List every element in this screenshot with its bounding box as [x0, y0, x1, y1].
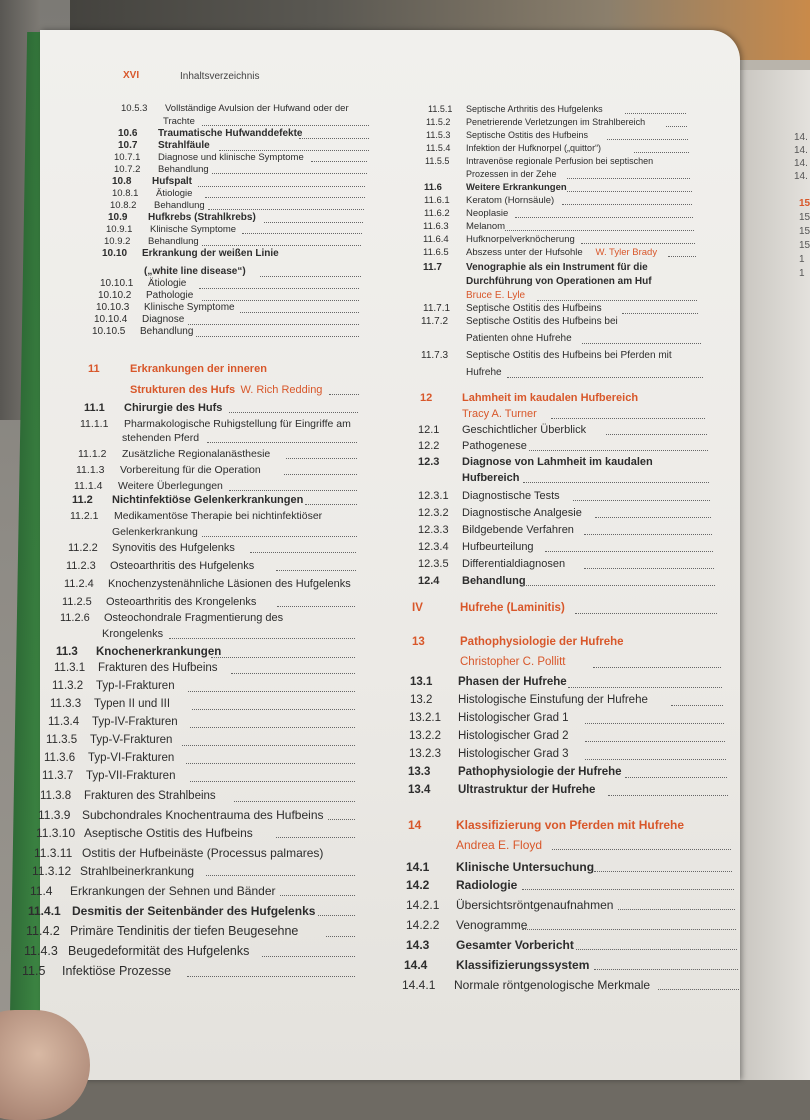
toc-entry-title: Weitere Überlegungen: [118, 480, 223, 492]
toc-entry-title: Erkrankungen der inneren: [130, 363, 267, 375]
toc-entry-number: 10.5.3: [121, 103, 148, 114]
leader-dots: [212, 173, 368, 174]
toc-entry-title: Ätiologie: [156, 188, 193, 199]
adjacent-page-text: 14.: [794, 132, 808, 143]
toc-entry-number: 11.2.5: [62, 596, 92, 608]
toc-entry-title: Klinische Symptome: [150, 224, 237, 235]
toc-entry-number: 14.2.1: [406, 898, 440, 912]
toc-entry-number: 12.3.4: [418, 541, 449, 553]
toc-entry-number: 11.4: [30, 884, 53, 898]
toc-entry-title: Infektion der Hufknorpel („quittor“): [466, 143, 602, 153]
toc-entry-title: Prozessen in der Zehe: [466, 169, 557, 179]
leader-dots: [276, 837, 355, 838]
toc-entry-title: Hufbeurteilung: [462, 541, 534, 553]
leader-dots: [575, 613, 717, 614]
leader-dots: [188, 691, 355, 692]
leader-dots: [190, 727, 355, 728]
toc-entry-number: 11.1.3: [76, 464, 105, 476]
toc-entry-number: 11.1: [84, 402, 105, 414]
leader-dots: [187, 976, 355, 977]
leader-dots: [666, 126, 688, 127]
leader-dots: [567, 178, 691, 179]
toc-entry-number: 11.7: [423, 262, 442, 273]
toc-entry-number: 11.5.2: [426, 117, 451, 127]
toc-entry-title: Subchondrales Knochentrauma des Hufbeins: [82, 808, 324, 822]
leader-dots: [562, 204, 692, 205]
adjacent-page-text: 15: [799, 240, 810, 251]
leader-dots: [311, 161, 367, 162]
leader-dots: [529, 450, 709, 451]
toc-entry-author: Andrea E. Floyd: [456, 838, 543, 852]
leader-dots: [507, 377, 703, 378]
toc-entry-number: 11.3.7: [42, 770, 74, 782]
leader-dots: [169, 638, 356, 639]
toc-entry-title: Beugedeformität des Hufgelenks: [68, 944, 250, 958]
toc-entry-title: Septische Ostitis des Hufbeins bei: [466, 316, 618, 327]
toc-entry-number: 11.6.1: [424, 195, 450, 206]
toc-entry-number: 10.10.5: [92, 326, 126, 337]
toc-entry-title: Pathologie: [146, 290, 194, 301]
toc-entry-number: 11.2.4: [64, 578, 94, 590]
toc-entry-number: 11.6.5: [423, 247, 449, 258]
leader-dots: [199, 288, 359, 289]
toc-entry-title: Knochenzystenähnliche Läsionen des Hufgelenks: [108, 578, 351, 590]
toc-entry-number: 13.2.3: [409, 748, 441, 760]
toc-entry-number: 10.10.4: [94, 314, 128, 325]
toc-entry-title: Krongelenks: [102, 628, 164, 640]
adjacent-page-text: 15: [799, 212, 810, 223]
toc-entry-number: 11.2: [72, 494, 93, 506]
toc-entry-number: 13.3: [408, 766, 431, 778]
toc-entry-number: 11.1.4: [74, 480, 103, 492]
toc-entry-number: 11.3.9: [38, 808, 71, 822]
toc-entry-author: W. Tyler Brady: [595, 247, 658, 258]
toc-entry-title: Typ-IV-Frakturen: [92, 716, 178, 728]
leader-dots: [595, 517, 712, 518]
leader-dots: [594, 969, 738, 970]
leader-dots: [190, 781, 355, 782]
leader-dots: [593, 667, 722, 668]
leader-dots: [625, 777, 727, 778]
toc-entry-author: W. Rich Redding: [240, 384, 323, 396]
toc-entry-number: 11.4.3: [24, 944, 58, 958]
toc-entry-title: Pharmakologische Ruhigstellung für Eingriffe am: [124, 418, 351, 430]
toc-entry-number: 11.4.2: [26, 924, 60, 938]
leader-dots: [234, 801, 355, 802]
leader-dots: [567, 191, 692, 192]
toc-entry-title: Diagnostische Analgesie: [462, 507, 582, 519]
toc-entry-number: 11.5.1: [428, 104, 453, 114]
toc-entry-number: 12.4: [418, 575, 440, 587]
toc-entry-title: Gesamter Vorbericht: [456, 938, 574, 952]
leader-dots: [581, 243, 695, 244]
adjacent-page-text: 15: [799, 226, 810, 237]
toc-entry-number: 13.2.2: [409, 730, 441, 742]
leader-dots: [286, 458, 358, 459]
toc-entry-title: Desmitis der Seitenbänder des Hufgelenks: [72, 904, 316, 918]
toc-entry-title: Hufknorpelverknöcherung: [466, 234, 575, 245]
toc-entry-number: 11.2.2: [68, 542, 98, 554]
toc-entry-title: Intravenöse regionale Perfusion bei septischen: [466, 156, 654, 166]
leader-dots: [582, 343, 701, 344]
toc-entry-title: Pathophysiologie der Hufrehe: [460, 636, 624, 648]
toc-entry-title: Hufkrebs (Strahlkrebs): [148, 212, 256, 223]
toc-entry-number: 11.3.3: [50, 698, 82, 710]
adjacent-page-text: 15: [799, 198, 810, 209]
toc-entry-title: Typ-VI-Frakturen: [88, 752, 175, 764]
toc-entry-number: 12.3.1: [418, 490, 449, 502]
leader-dots: [196, 336, 359, 337]
toc-entry-number: 14.4: [404, 958, 428, 972]
toc-entry-number: 10.7: [118, 140, 138, 151]
leader-dots: [505, 230, 694, 231]
toc-entry-title: Trachte: [163, 116, 195, 127]
leader-dots: [568, 687, 723, 688]
leader-dots: [262, 956, 356, 957]
toc-entry-number: IV: [412, 602, 423, 614]
toc-entry-number: 14.3: [406, 938, 430, 952]
toc-entry-title: Vorbereitung für die Operation: [120, 464, 261, 476]
toc-entry-number: 11.6.2: [424, 208, 450, 219]
toc-entry-title: Übersichtsröntgenaufnahmen: [456, 898, 614, 912]
toc-entry-title: Differentialdiagnosen: [462, 558, 566, 570]
toc-entry-number: 11.5.5: [425, 156, 450, 166]
toc-entry-number: 13.2: [410, 694, 433, 706]
toc-entry-number: 11.5: [22, 964, 46, 978]
toc-entry-title: Venogramme: [456, 918, 528, 932]
toc-entry-title: Histologischer Grad 1: [458, 712, 569, 724]
leader-dots: [276, 570, 357, 571]
leader-dots: [299, 138, 369, 139]
toc-entry-number: 10.7.2: [114, 164, 141, 175]
leader-dots: [573, 500, 711, 501]
toc-entry-title: Diagnostische Tests: [462, 490, 560, 502]
toc-entry-title: Geschichtlicher Überblick: [462, 424, 587, 436]
toc-entry-title: Typ-V-Frakturen: [90, 734, 173, 746]
toc-entry-number: 13.1: [410, 676, 433, 688]
leader-dots: [522, 929, 736, 930]
toc-entry-number: 12.3: [418, 456, 440, 468]
toc-entry-number: 11.3.6: [44, 752, 76, 764]
toc-entry-title: Medikamentöse Therapie bei nichtinfektiöser: [114, 510, 323, 522]
adjacent-page-text: 1: [799, 268, 805, 279]
leader-dots: [242, 233, 363, 234]
toc-entry-title: Synovitis des Hufgelenks: [112, 542, 235, 554]
leader-dots: [668, 256, 696, 257]
leader-dots: [318, 915, 355, 916]
leader-dots: [202, 125, 369, 126]
toc-entry-number: 11.7.1: [423, 303, 451, 314]
toc-entry-number: 13.4: [408, 784, 431, 796]
toc-entry-number: 11.3.1: [54, 662, 86, 674]
toc-entry-title: Histologischer Grad 3: [458, 748, 569, 760]
leader-dots: [229, 490, 357, 491]
toc-entry-number: 11.2.6: [60, 612, 90, 624]
leader-dots: [202, 245, 362, 246]
toc-entry-number: 11.5.3: [426, 130, 451, 140]
leader-dots: [584, 568, 715, 569]
toc-entry-title: Hufbereich: [462, 472, 520, 484]
leader-dots: [229, 412, 358, 413]
page-number-roman: XVI: [123, 70, 140, 81]
leader-dots: [606, 434, 708, 435]
leader-dots: [585, 741, 725, 742]
leader-dots: [192, 709, 355, 710]
toc-entry-title: Osteoarthritis des Hufgelenks: [110, 560, 255, 572]
toc-entry-title: Melanom: [466, 221, 506, 232]
toc-entry-number: 11.2.3: [66, 560, 96, 572]
toc-entry-title: Patienten ohne Hufrehe: [466, 333, 572, 344]
toc-entry-author: Bruce E. Lyle: [466, 290, 526, 301]
toc-entry-title: Phasen der Hufrehe: [458, 676, 567, 688]
toc-entry-number: 11.3.2: [52, 680, 84, 692]
toc-entry-number: 14: [408, 818, 422, 832]
toc-entry-title: Keratom (Hornsäule): [466, 195, 555, 206]
toc-entry-title: Typ-VII-Frakturen: [86, 770, 176, 782]
leader-dots: [552, 849, 731, 850]
toc-entry-author: Tracy A. Turner: [462, 408, 537, 420]
toc-entry-number: 11.7.3: [421, 350, 449, 361]
leader-dots: [576, 949, 737, 950]
leader-dots: [205, 197, 365, 198]
toc-entry-number: 14.2.2: [406, 918, 440, 932]
toc-entry-number: 10.9: [108, 212, 128, 223]
toc-entry-title: Durchführung von Operationen am Huf: [466, 276, 652, 287]
toc-entry-title: Traumatische Hufwanddefekte: [158, 128, 303, 139]
toc-entry-title: Hufspalt: [152, 176, 192, 187]
toc-entry-title: Strahlfäule: [158, 140, 210, 151]
leader-dots: [219, 150, 369, 151]
toc-entry-title: Typen II und III: [94, 698, 171, 710]
leader-dots: [545, 551, 713, 552]
leader-dots: [211, 657, 355, 658]
toc-entry-title: Primäre Tendinitis der tiefen Beugesehne: [70, 924, 299, 938]
leader-dots: [208, 209, 365, 210]
toc-entry-title: Bildgebende Verfahren: [462, 524, 574, 536]
toc-entry-number: 10.10.3: [96, 302, 130, 313]
leader-dots: [634, 152, 689, 153]
leader-dots: [594, 871, 732, 872]
toc-entry-title: Frakturen des Strahlbeins: [84, 790, 216, 802]
leader-dots: [523, 482, 709, 483]
toc-entry-title: Klassifizierung von Pferden mit Hufrehe: [456, 818, 685, 832]
leader-dots: [202, 536, 357, 537]
leader-dots: [250, 552, 356, 553]
toc-entry-number: 11.3.12: [32, 864, 72, 878]
toc-entry-number: 11.4.1: [28, 904, 61, 918]
toc-entry-number: 14.2: [406, 878, 430, 892]
leader-dots: [622, 313, 698, 314]
leader-dots: [284, 474, 358, 475]
toc-entry-number: 10.9.1: [106, 224, 133, 235]
toc-entry-number: 10.9.2: [104, 236, 131, 247]
leader-dots: [202, 300, 359, 301]
toc-entry-title: Venographie als ein Instrument für die: [466, 262, 648, 273]
toc-entry-title: Chirurgie des Hufs: [124, 402, 223, 414]
toc-entry-title: Pathogenese: [462, 440, 527, 452]
toc-entry-number: 11: [88, 363, 100, 375]
toc-entry-title: Osteoarthritis des Krongelenks: [106, 596, 257, 608]
leader-dots: [523, 585, 715, 586]
toc-entry-title: Hufrehe (Laminitis): [460, 602, 565, 614]
toc-entry-title: Pathophysiologie der Hufrehe: [458, 766, 622, 778]
leader-dots: [607, 139, 688, 140]
leader-dots: [198, 186, 365, 187]
toc-entry-title: Erkrankung der weißen Linie: [142, 248, 279, 259]
toc-entry-title: Klinische Untersuchung: [456, 860, 595, 874]
toc-entry-number: 10.6: [118, 128, 138, 139]
toc-entry-title: Radiologie: [456, 878, 518, 892]
toc-entry-title: Vollständige Avulsion der Hufwand oder der: [165, 103, 349, 114]
toc-entry-number: 10.10.2: [98, 290, 132, 301]
toc-entry-title: Aseptische Ostitis des Hufbeins: [84, 826, 253, 840]
leader-dots: [551, 418, 706, 419]
toc-entry-title: Behandlung: [140, 326, 194, 337]
toc-entry-number: 11.1.2: [78, 448, 107, 460]
toc-entry-title: Zusätzliche Regionalanästhesie: [122, 448, 271, 460]
toc-entry-number: 12.3.3: [418, 524, 449, 536]
toc-entry-number: 10.8.1: [112, 188, 139, 199]
toc-entry-title: Klinische Symptome: [144, 302, 235, 313]
toc-entry-number: 10.10: [102, 248, 128, 259]
toc-entry-title: Behandlung: [158, 164, 209, 175]
toc-entry-title: Typ-I-Frakturen: [96, 680, 175, 692]
leader-dots: [522, 889, 734, 890]
toc-entry-number: 11.3.4: [48, 716, 80, 728]
running-header: Inhaltsverzeichnis: [180, 71, 260, 82]
leader-dots: [326, 936, 355, 937]
toc-entry-title: Ostitis der Hufbeinäste (Processus palmares): [82, 846, 324, 860]
leader-dots: [264, 222, 363, 223]
toc-entry-title: Septische Ostitis des Hufbeins: [466, 130, 589, 140]
toc-entry-number: 10.8.2: [110, 200, 137, 211]
toc-entry-number: 14.1: [406, 860, 430, 874]
adjacent-page-text: 14.: [794, 171, 808, 182]
adjacent-page-text: 1: [799, 254, 805, 265]
toc-entry-title: Ätiologie: [148, 278, 187, 289]
leader-dots: [671, 705, 723, 706]
leader-dots: [328, 819, 355, 820]
toc-entry-number: 11.3: [56, 646, 78, 658]
toc-entry-number: 13.2.1: [409, 712, 441, 724]
toc-entry-title: Osteochondrale Fragmentierung des: [104, 612, 284, 624]
leader-dots: [260, 276, 361, 277]
toc-entry-title: Diagnose von Lahmheit im kaudalen: [462, 456, 653, 468]
leader-dots: [515, 217, 693, 218]
adjacent-page-text: 14.: [794, 158, 808, 169]
toc-entry-title: Infektiöse Prozesse: [62, 964, 172, 978]
toc-entry-number: 14.4.1: [402, 978, 436, 992]
leader-dots: [618, 909, 735, 910]
toc-entry-title: Diagnose: [142, 314, 185, 325]
toc-entry-title: Behandlung: [154, 200, 205, 211]
toc-entry-title: Septische Arthritis des Hufgelenks: [466, 104, 603, 114]
toc-entry-title: Penetrierende Verletzungen im Strahlbereich: [466, 117, 646, 127]
toc-entry-title: Histologische Einstufung der Hufrehe: [458, 694, 648, 706]
toc-entry-title: Erkrankungen der Sehnen und Bänder: [70, 884, 276, 898]
toc-entry-title: Histologischer Grad 2: [458, 730, 569, 742]
toc-entry-number: 11.6.4: [423, 234, 449, 245]
leader-dots: [537, 300, 697, 301]
toc-entry-title: stehenden Pferd: [122, 432, 200, 444]
toc-entry-title: Diagnose und klinische Symptome: [158, 152, 304, 163]
toc-entry-number: 12.1: [418, 424, 440, 436]
toc-entry-title: Abszess unter der Hufsohle: [466, 247, 583, 258]
toc-entry-number: 12.3.5: [418, 558, 449, 570]
leader-dots: [277, 606, 355, 607]
toc-entry-number: 10.10.1: [100, 278, 134, 289]
toc-entry-number: 10.7.1: [114, 152, 141, 163]
leader-dots: [584, 534, 713, 535]
leader-dots: [585, 723, 724, 724]
leader-dots: [585, 759, 726, 760]
toc-entry-number: 11.7.2: [421, 316, 449, 327]
leader-dots: [658, 989, 739, 990]
book-page: [40, 30, 740, 1080]
toc-entry-title: Septische Ostitis des Hufbeins: [466, 303, 602, 314]
toc-entry-number: 11.3.5: [46, 734, 78, 746]
leader-dots: [231, 673, 356, 674]
toc-entry-title: Knochenerkrankungen: [96, 646, 222, 658]
toc-entry-number: 10.8: [112, 176, 132, 187]
leader-dots: [305, 504, 357, 505]
adjacent-page-text: 14.: [794, 145, 808, 156]
leader-dots: [625, 113, 686, 114]
toc-entry-number: 13: [412, 636, 425, 648]
leader-dots: [240, 312, 359, 313]
leader-dots: [188, 324, 359, 325]
toc-entry-number: 11.3.8: [40, 790, 72, 802]
toc-entry-number: 11.6.3: [423, 221, 449, 232]
toc-entry-number: 11.1.1: [80, 418, 109, 430]
leader-dots: [186, 763, 355, 764]
toc-entry-title: Normale röntgenologische Merkmale: [454, 978, 651, 992]
toc-entry-title: („white line disease“): [144, 266, 246, 277]
toc-entry-number: 11.6: [424, 182, 442, 193]
toc-entry-title: Nichtinfektiöse Gelenkerkrankungen: [112, 494, 304, 506]
toc-entry-number: 12.2: [418, 440, 440, 452]
toc-entry-title: Neoplasie: [466, 208, 509, 219]
leader-dots: [182, 745, 355, 746]
toc-entry-title: Strahlbeinerkrankung: [80, 864, 195, 878]
toc-entry-title: Lahmheit im kaudalen Hufbereich: [462, 392, 639, 404]
toc-entry-title: Septische Ostitis des Hufbeins bei Pferden mit: [466, 350, 672, 361]
toc-entry-title: Behandlung: [148, 236, 199, 247]
toc-entry-title: Weitere Erkrankungen: [466, 182, 567, 193]
toc-entry-title: Strukturen des Hufs: [130, 384, 236, 396]
toc-entry-number: 11.3.11: [34, 846, 73, 860]
toc-entry-number: 12.3.2: [418, 507, 449, 519]
toc-entry-number: 12: [420, 392, 433, 404]
toc-entry-title: Hufrehe: [466, 367, 502, 378]
toc-entry-author: Christopher C. Pollitt: [460, 656, 566, 668]
toc-entry-title: Frakturen des Hufbeins: [98, 662, 218, 674]
leader-dots: [207, 442, 357, 443]
toc-entry-title: Ultrastruktur der Hufrehe: [458, 784, 596, 796]
toc-entry-number: 11.3.10: [36, 826, 76, 840]
leader-dots: [206, 875, 355, 876]
leader-dots: [608, 795, 728, 796]
leader-dots: [280, 895, 355, 896]
toc-entry-number: 11.5.4: [426, 143, 451, 153]
toc-entry-title: Klassifizierungssystem: [456, 958, 590, 972]
toc-entry-title: Gelenkerkrankung: [112, 526, 198, 538]
leader-dots: [329, 394, 359, 395]
toc-entry-number: 11.2.1: [70, 510, 99, 522]
toc-entry-title: Behandlung: [462, 575, 526, 587]
